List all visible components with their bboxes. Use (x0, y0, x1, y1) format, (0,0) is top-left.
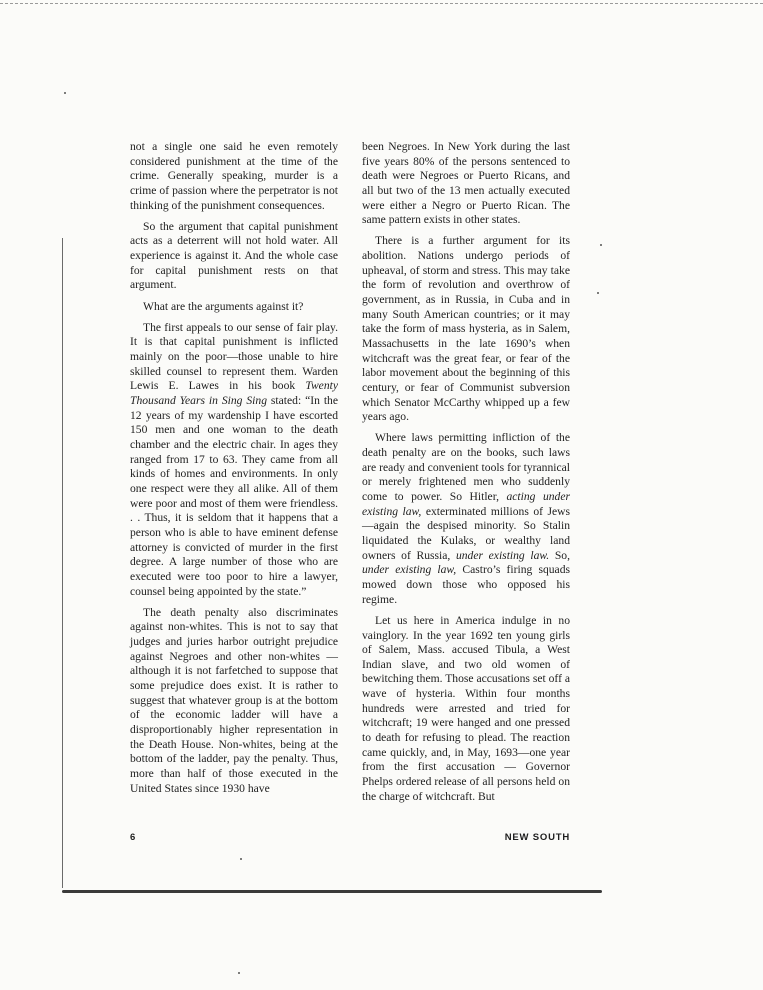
page-number: 6 (130, 832, 136, 843)
scan-speck (597, 292, 599, 294)
continued-paragraph (362, 140, 570, 228)
paragraph (130, 321, 338, 599)
italic-text: acting under existing law, (362, 490, 570, 518)
left-text-column (130, 140, 338, 803)
scan-binding-rule (62, 238, 63, 888)
text-run: The death penalty also discriminates against non-whites. This is not to say that judges and juries harbor outright prejudice against Negroes and other non-whites — although it is not farfetched to suppose that some prejudice does exist. It is rather to suggest that whatever group is at the bottom of the economic ladder will have a disproportionably higher representation in the Death House. Non-whites, being at the bottom of the ladder, pay the penalty. Thus, more than half of those executed in the United States since 1930 have (130, 605, 338, 795)
paragraph (362, 234, 570, 425)
paragraph (362, 431, 570, 607)
text-run: Let us here in America indulge in no vainglory. In the year 1692 ten young girls of Salem, Mass. accused Tibula, a West Indian slave, and two old women of bewitching them. Those accusations set off a wave of hysteria. Within four months hundreds were arrested and tried for witchcraft; 19 were hanged and one pressed to death for refusing to plead. The reaction came quickly, and, in May, 1693—one year from the first accusation — Governor Phelps ordered release of all persons held on the charge of witchcraft. But (362, 613, 570, 803)
text-run: been Negroes. In New York during the last five years 80% of the persons sentenced to death were Negroes or Puerto Ricans, and all but two of the 13 men actually executed were either a Negro or Puerto Rican. The same pattern exists in other states. (362, 140, 570, 227)
text-run: So the argument that capital punishment acts as a deterrent will not hold water. All experience is against it. And the whole case for capital punishment rests on that argument. (130, 219, 338, 292)
text-run: What are the arguments against it? (143, 299, 304, 313)
publication-name: NEW SOUTH (504, 832, 570, 843)
text-run: There is a further argument for its abolition. Nations undergo periods of upheaval, of storm and stress. This may take the form of revolution and overthrow of government, as in Russia, in Cuba and in many South American countries; or it may take the form of mass hysteria, as in Salem, Massachusetts in the late 1690’s when witchcraft was the great fear, or fear of the labor movement about the beginning of this century, or fear of Communist subversion which Senator McCarthy whipped up a few years ago. (362, 234, 570, 424)
scan-speck (64, 92, 66, 94)
paragraph (130, 300, 338, 315)
paragraph (362, 614, 570, 805)
continued-paragraph (130, 140, 338, 213)
text-run: So, (549, 548, 570, 562)
italic-text: under existing law. (455, 548, 550, 562)
scan-speck (240, 858, 242, 860)
scan-speck (600, 244, 602, 246)
text-run: Castro’s firing squads mowed down those who opposed his regime. (362, 563, 571, 606)
text-run: Where laws permitting infliction of the death penalty are on the books, such laws are ready and convenient tools for tyrannical or merely frightened men who suddenly come to power. So Hitler, (362, 431, 570, 504)
italic-text: under existing law, (362, 563, 457, 577)
italic-text: Twenty Thousand Years in Sing Sing (130, 379, 338, 407)
paragraph (130, 220, 338, 293)
text-run: The first appeals to our sense of fair play. It is that capital punishment is inflicted mainly on the poor—those unable to hire skilled counsel to represent them. Warden Lewis E. Lawes in his book (130, 320, 338, 393)
scan-bottom-rule (62, 890, 602, 893)
scan-edge-line (0, 3, 763, 4)
text-run: stated: “In the 12 years of my wardenship I have escorted 150 men and one woman to the death chamber and the electric chair. In ages they ranged from 17 to 63. They came from all kinds of homes and environments. In only one respect were they all alike. All of them were poor and most of them were friendless. . . Thus, it is seldom that it happens that a person who is able to have eminent defense attorney is convicted of murder in the first degree. A large number of those who are executed were too poor to hire a lawyer, counsel being appointed by the state.” (130, 394, 338, 598)
text-run: exterminated millions of Jews—again the despised minority. So Stalin liquidated the Kulaks, or wealthy land owners of Russia, (362, 504, 570, 562)
text-run: not a single one said he even remotely considered punishment at the time of the crime. Generally speaking, murder is a crime of passion where the perpetrator is not thinking of the punishment consequences. (130, 140, 338, 212)
paragraph (130, 606, 338, 797)
right-text-column (362, 140, 570, 811)
scan-speck (238, 972, 240, 974)
